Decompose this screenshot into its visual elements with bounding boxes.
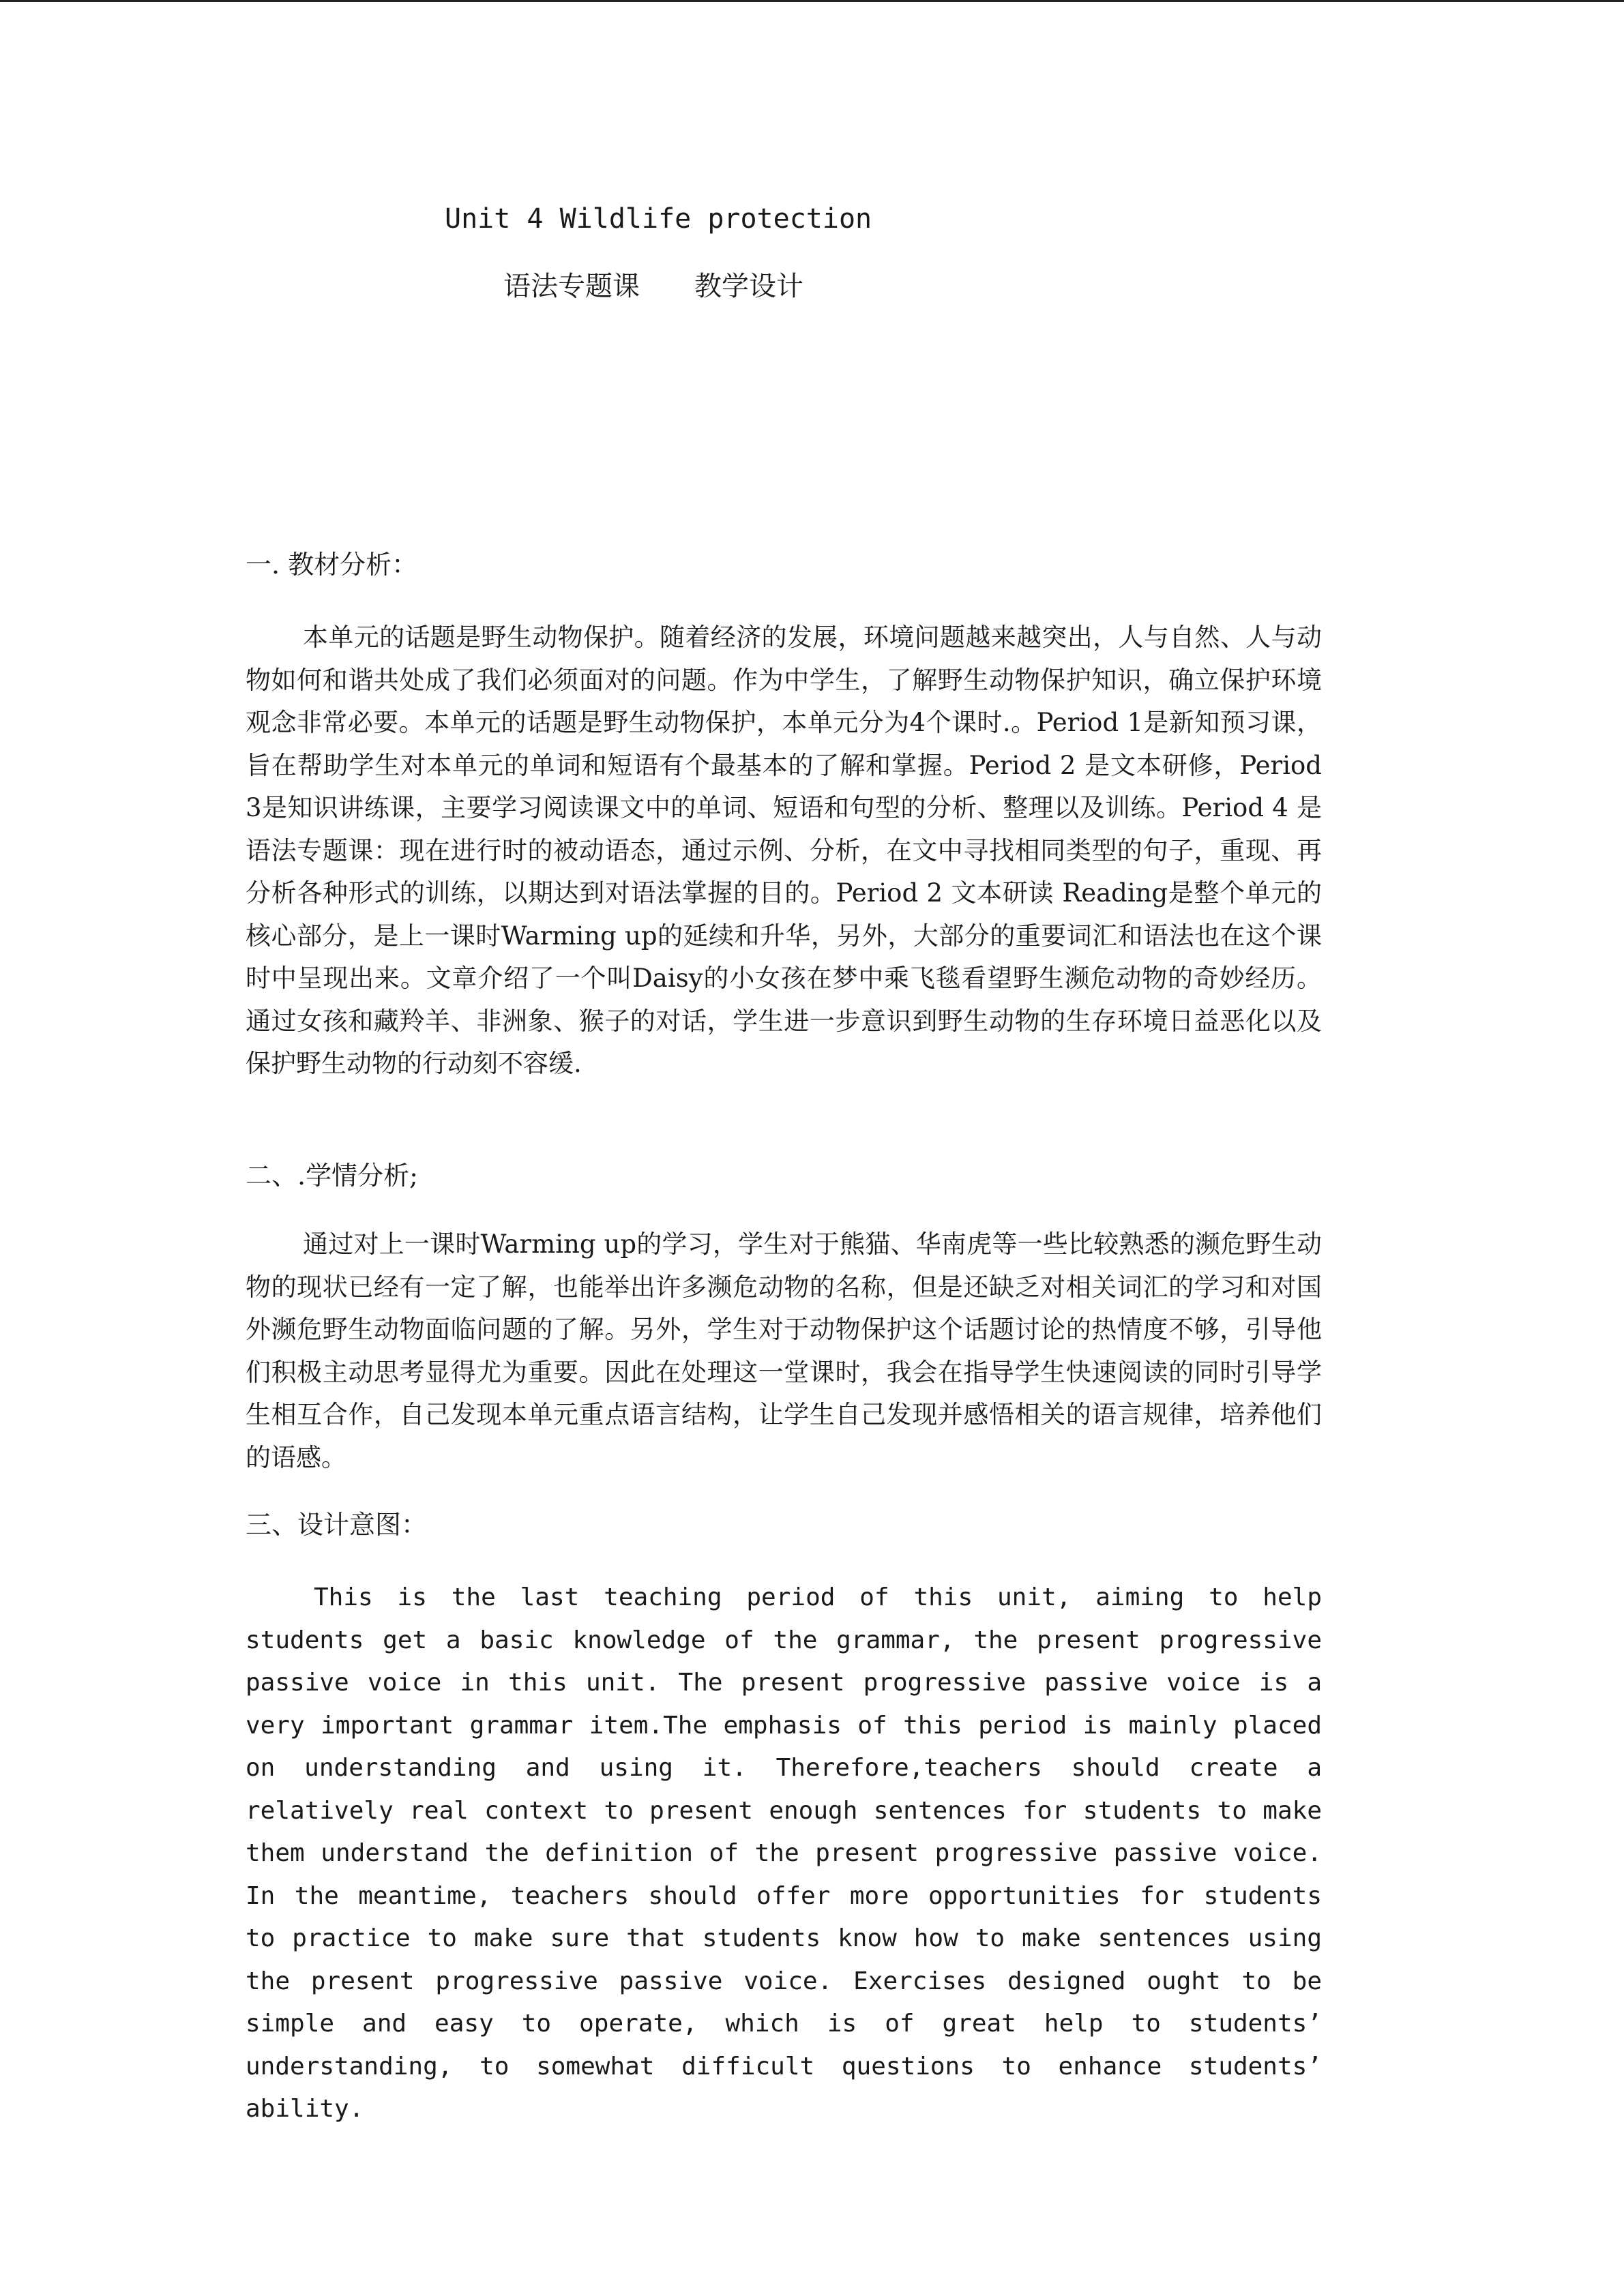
section-paragraph-design-intent: This is the last teaching period of this unit, aiming to help students get a basic knowledge of the grammar, the present progressive passive voice in this unit. The present progressive passive voice is a very important grammar item.The emphasis of this period is mainly placed on understanding and using it. Therefore,teachers should create a relatively real context to present enough sentences for students to make them understand the definition of the present progressive passive voice. In the meantime, teachers should offer more opportunities for students to practice to make sure that students know how to make sentences using the present progressive passive voice. Exercises designed ought to be simple and easy to operate, which is of great help to students’ understanding, to somewhat difficult questions to enhance students’ ability. xyxy=(246,1583,1322,2123)
section-paragraph-textbook-analysis: 本单元的话题是野生动物保护。随着经济的发展，环境问题越来越突出，人与自然、人与动物如何和谐共处成了我们必须面对的问题。作为中学生，了解野生动物保护知识，确立保护环境观念非常必要。本单元的话题是野生动物保护，本单元分为4个课时.。Period 1是新知预习课，旨在帮助学生对本单元的单词和短语有个最基本的了解和掌握。Period 2 是文本研修，Period 3是知识讲练课，主要学习阅读课文中的单词、短语和句型的分析、整理以及训练。Period 4 是语法专题课：现在进行时的被动语态，通过示例、分析，在文中寻找相同类型的句子，重现、再分析各种形式的训练，以期达到对语法掌握的目的。Period 2 文本研读 Reading是整个单元的核心部分，是上一课时Warming up的延续和升华，另外，大部分的重要词汇和语法也在这个课时中呈现出来。文章介绍了一个叫Daisy的小女孩在梦中乘飞毯看望野生濒危动物的奇妙经历。通过女孩和藏羚羊、非洲象、猴子的对话，学生进一步意识到野生动物的生存环境日益恶化以及保护野生动物的行动刻不容缓. xyxy=(246,623,1322,1078)
document-subtitle: 语法专题课 教学设计 xyxy=(503,271,803,302)
section-heading-design-intent: 三、设计意图： xyxy=(246,1510,428,1540)
section-paragraph-learner-analysis: 通过对上一课时Warming up的学习，学生对于熊猫、华南虎等一些比较熟悉的濒危野生动物的现状已经有一定了解，也能举出许多濒危动物的名称，但是还缺乏对相关词汇的学习和对国外濒危野生动物面临问题的了解。另外，学生对于动物保护这个话题讨论的热情度不够，引导他们积极主动思考显得尤为重要。因此在处理这一堂课时，我会在指导学生快速阅读的同时引导学生相互合作，自己发现本单元重点语言结构，让学生自己发现并感悟相关的语言规律，培养他们的语感。 xyxy=(246,1229,1322,1472)
page-top-border xyxy=(0,0,1624,2)
section-heading-learner-analysis: 二、.学情分析; xyxy=(246,1161,418,1191)
document-title: Unit 4 Wildlife protection xyxy=(445,203,872,235)
section-heading-textbook-analysis: 一. 教材分析： xyxy=(246,550,418,580)
